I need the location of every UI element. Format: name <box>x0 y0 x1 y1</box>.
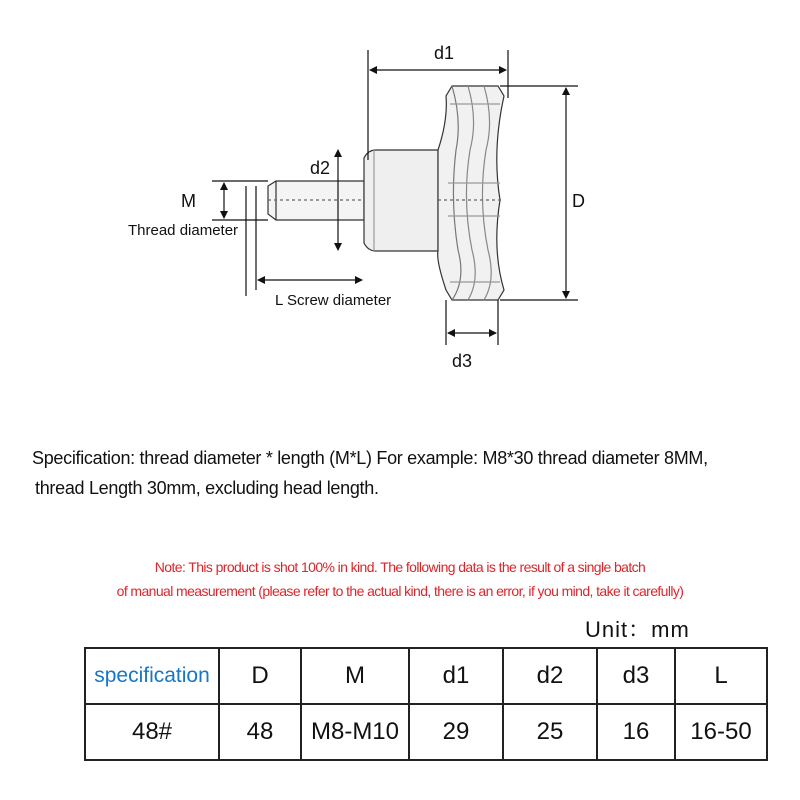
threaded-stud <box>268 181 364 220</box>
label-d1: d1 <box>434 43 455 63</box>
cell-d2: 25 <box>503 704 597 760</box>
header-L: L <box>675 648 767 704</box>
spec-table <box>84 647 768 761</box>
header-specification: specification <box>85 648 219 704</box>
table-header-row <box>85 648 767 704</box>
cell-d3: 16 <box>597 704 675 760</box>
table-row <box>85 704 767 760</box>
cell-L: 16-50 <box>675 704 767 760</box>
note-line-1: Note: This product is shot 100% in kind. The following data is the result of a single batch <box>154 559 646 575</box>
specification-line-2: thread Length 30mm, excluding head length. <box>35 478 379 498</box>
knob-head <box>438 86 504 300</box>
label-thread-diameter: Thread diameter <box>128 222 239 239</box>
header-d3: d3 <box>597 648 675 704</box>
cell-d1: 29 <box>409 704 503 760</box>
label-screw-diameter: L Screw diameter <box>275 292 392 309</box>
label-D: D <box>572 191 585 211</box>
header-d1: d1 <box>409 648 503 704</box>
cell-D: 48 <box>219 704 301 760</box>
label-d2: d2 <box>310 158 331 178</box>
note-line-2: of manual measurement (please refer to the actual kind, there is an error, if you mind, take it carefully) <box>116 583 684 599</box>
cell-M: M8-M10 <box>301 704 409 760</box>
label-d3: d3 <box>452 351 473 371</box>
cell-specification: 48# <box>85 704 219 760</box>
header-D: D <box>219 648 301 704</box>
header-M: M <box>301 648 409 704</box>
header-d2: d2 <box>503 648 597 704</box>
knob-collar <box>364 150 438 251</box>
specification-line-1: Specification: thread diameter * length (M*L) For example: M8*30 thread diameter 8MM, <box>32 448 708 468</box>
label-M: M <box>181 191 196 211</box>
unit-label: Unit：mm <box>585 617 690 642</box>
